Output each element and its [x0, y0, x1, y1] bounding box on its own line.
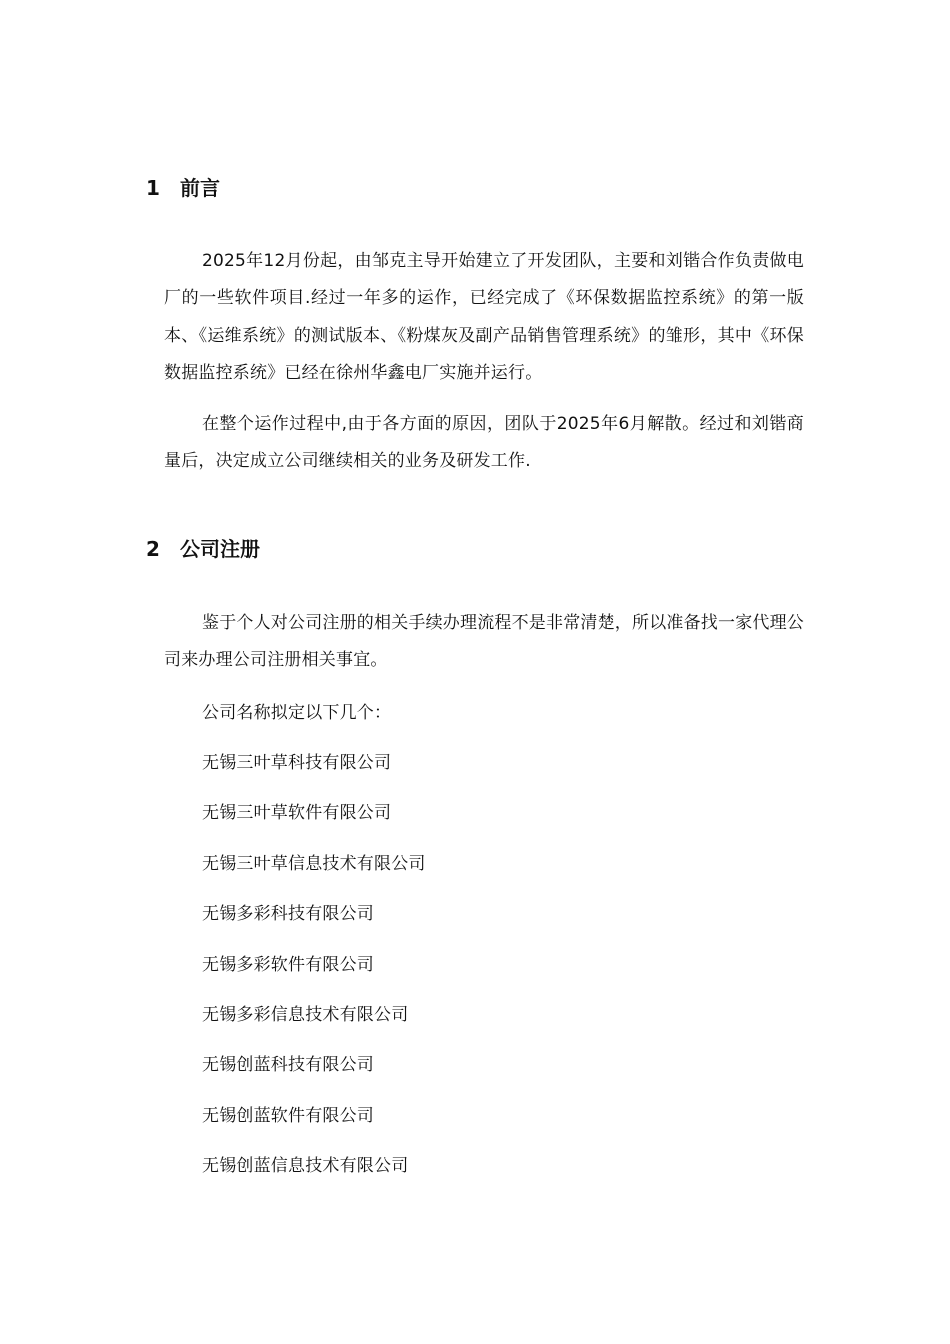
company-name-item: 无锡创蓝软件有限公司 [202, 1106, 374, 1126]
company-name-item: 无锡多彩科技有限公司 [202, 904, 374, 924]
company-name-item: 无锡三叶草软件有限公司 [202, 803, 392, 823]
paragraph: 鉴于个人对公司注册的相关手续办理流程不是非常清楚，所以准备找一家代理公司来办理公司注册相关事宜。 [164, 613, 804, 671]
section-title: 公司注册 [180, 537, 260, 561]
section-number: 1 [146, 176, 160, 200]
company-name-item: 无锡三叶草信息技术有限公司 [202, 854, 426, 874]
section-heading-2 [146, 537, 260, 561]
company-name-item: 无锡三叶草科技有限公司 [202, 753, 392, 773]
company-names-intro: 公司名称拟定以下几个： [202, 703, 392, 723]
paragraph: 2025年12月份起，由邹克主导开始建立了开发团队，主要和刘锴合作负责做电厂的一些软件项目.经过一年多的运作，已经完成了《环保数据监控系统》的第一版本、《运维系统》的测试版本、《粉煤灰及副产品销售管理系统》的雏形，其中《环保数据监控系统》已经在徐州华鑫电厂实施并运行。 [164, 251, 804, 383]
company-name-item: 无锡多彩软件有限公司 [202, 955, 374, 975]
section-title: 前言 [180, 176, 220, 200]
paragraph: 在整个运作过程中,由于各方面的原因，团队于2025年6月解散。经过和刘锴商量后，决定成立公司继续相关的业务及研发工作. [164, 414, 804, 472]
company-name-item: 无锡创蓝科技有限公司 [202, 1055, 374, 1075]
section-heading-1 [146, 176, 220, 200]
section-number: 2 [146, 537, 160, 561]
company-name-item: 无锡创蓝信息技术有限公司 [202, 1156, 409, 1176]
company-name-item: 无锡多彩信息技术有限公司 [202, 1005, 409, 1025]
